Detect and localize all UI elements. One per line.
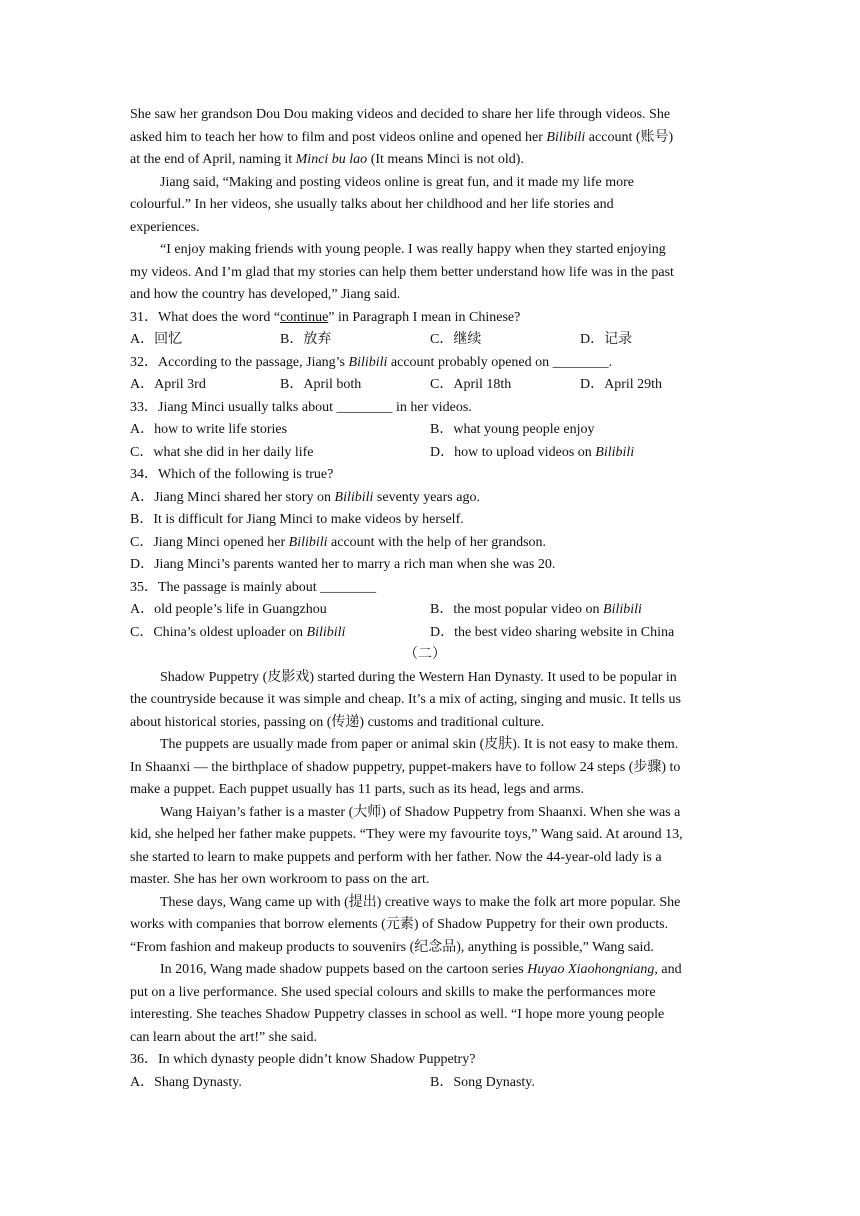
paragraph-line: In Shaanxi — the birthplace of shadow puppetry, puppet-makers have to follow 24 steps (步骤) to [130,759,681,775]
paragraph-line: Jiang said, “Making and posting videos online is great fun, and it made my life more [160,174,634,190]
options-row [130,1072,730,1095]
option-c: C．what she did in her daily life [130,444,314,460]
paragraph-line: and how the country has developed,” Jiang said. [130,287,401,302]
passage-1 [130,104,730,307]
option-d: D．how to upload videos on Bilibili [430,444,635,460]
option-a: A．April 3rd [130,377,206,392]
paragraph-line: experiences. [130,219,200,235]
option-b: B．Song Dynasty. [430,1074,535,1090]
paragraph-line: can learn about the art!” she said. [130,1029,317,1045]
question-stem: 33．Jiang Minci usually talks about ________ in her videos. [130,399,472,415]
paragraph-line: put on a live performance. She used special colours and skills to make the performances more [130,984,656,1000]
paragraph-line: colourful.” In her videos, she usually talks about her childhood and her life stories and [130,197,614,212]
paragraph-line: kid, she helped her father make puppets. “They were my favourite toys,” Wang said. At around 13, [130,827,683,842]
options-row [130,599,730,622]
option-d: D．April 29th [580,377,663,392]
option-c: C．China’s oldest uploader on Bilibili [130,624,346,640]
question-33 [130,397,730,465]
option-a: A．how to write life stories [130,422,288,437]
option-b: B．It is difficult for Jiang Minci to make videos by herself. [130,512,464,527]
paragraph-line: the countryside because it was simple and cheap. It’s a mix of acting, singing and music. It tells us [130,692,681,707]
paragraph-line: make a puppet. Each puppet usually has 11 parts, such as its head, legs and arms. [130,782,584,797]
option-c: C．继续 [430,332,482,347]
paragraph-line: my videos. And I’m glad that my stories can help them better understand how life was in the past [130,264,674,280]
option-a: A．old people’s life in Guangzhou [130,602,327,617]
option-b: B．April both [280,377,362,392]
paragraph-line: about historical stories, passing on (传递) customs and traditional culture. [130,714,545,730]
option-b: B．the most popular video on Bilibili [430,602,642,617]
options-row [130,622,730,645]
option-a: A．Jiang Minci shared her story on Bilibili seventy years ago. [130,489,480,505]
option-b: B．what young people enjoy [430,422,595,437]
paragraph-line: She saw her grandson Dou Dou making videos and decided to share her life through videos. She [130,107,671,122]
paragraph-line: In 2016, Wang made shadow puppets based on the cartoon series Huyao Xiaohongniang, and [160,962,682,977]
paragraph-line: asked him to teach her how to film and post videos online and opened her Bilibili account (账号) [130,129,674,145]
option-a: A．回忆 [130,332,183,347]
question-stem: 32．According to the passage, Jiang’s Bilibili account probably opened on ________. [130,354,613,370]
question-stem: 34．Which of the following is true? [130,467,334,482]
option-c: C．April 18th [430,377,512,392]
paragraph-line: These days, Wang came up with (提出) creative ways to make the folk art more popular. She [160,894,681,910]
section-heading: （二） [404,647,446,662]
paragraph-line: interesting. She teaches Shadow Puppetry classes in school as well. “I hope more young people [130,1007,665,1022]
options-row [130,374,730,397]
options-row [130,419,730,442]
paragraph-line: Shadow Puppetry (皮影戏) started during the Western Han Dynasty. It used to be popular in [160,669,677,685]
question-34 [130,464,730,577]
passage-2 [130,667,730,1050]
paragraph-line: at the end of April, naming it Minci bu lao (It means Minci is not old). [130,152,524,167]
option-d: D．Jiang Minci’s parents wanted her to marry a rich man when she was 20. [130,557,556,572]
option-c: C．Jiang Minci opened her Bilibili account with the help of her grandson. [130,534,547,550]
question-stem: 36．In which dynasty people didn’t know Shadow Puppetry? [130,1052,476,1067]
paragraph-line: master. She has her own workroom to pass on the art. [130,872,430,887]
question-32 [130,352,730,397]
option-d: D．the best video sharing website in China [430,624,675,640]
question-31 [130,307,730,352]
paragraph-line: Wang Haiyan’s father is a master (大师) of Shadow Puppetry from Shaanxi. When she was a [160,804,681,820]
option-d: D．记录 [580,332,633,347]
option-b: B．放弃 [280,332,332,347]
paragraph-line: “I enjoy making friends with young people. I was really happy when they started enjoying [160,242,666,257]
question-stem: 31．What does the word “continue” in Paragraph I mean in Chinese? [130,309,521,325]
paragraph-line: she started to learn to make puppets and perform with her father. Now the 44-year-old lady is a [130,849,662,865]
question-35 [130,577,730,645]
paragraph-line: works with companies that borrow elements (元素) of Shadow Puppetry for their own products. [130,917,669,932]
paragraph-line: “From fashion and makeup products to souvenirs (纪念品), anything is possible,” Wang said. [130,939,654,955]
options-row [130,442,730,465]
options-row [130,329,730,352]
document-page [130,104,730,1094]
option-a: A．Shang Dynasty. [130,1074,242,1090]
paragraph-line: The puppets are usually made from paper or animal skin (皮肤). It is not easy to make them. [160,737,679,752]
question-36 [130,1049,730,1094]
question-stem: 35．The passage is mainly about ________ [130,579,377,595]
